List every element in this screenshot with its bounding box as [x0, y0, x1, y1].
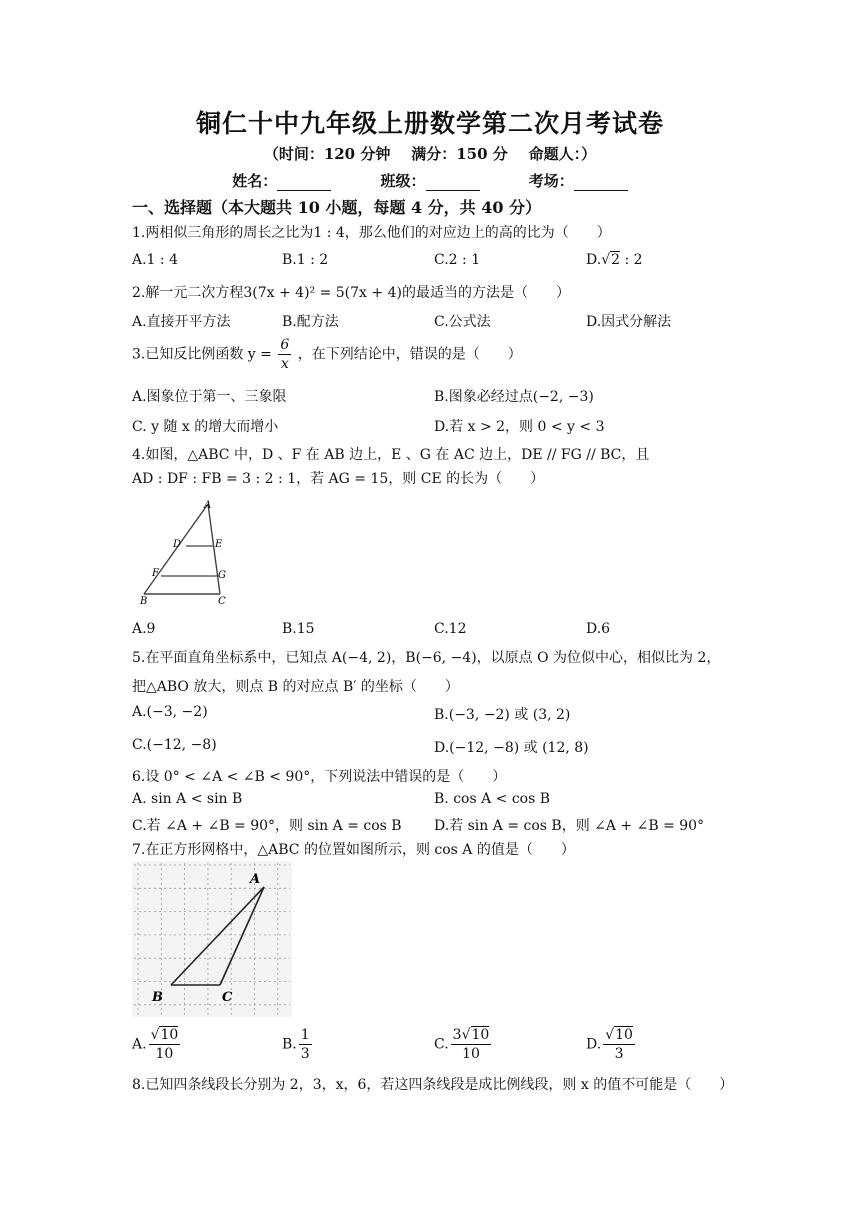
q5-option-c: C.(−12, −8) [132, 737, 217, 753]
q7-option-a [132, 1026, 182, 1063]
q4-label-d: D [173, 539, 182, 550]
q1-option-c: C.2 : 1 [434, 252, 481, 268]
q2-option-d: D.因式分解法 [586, 314, 672, 330]
q2-option-b: B.配方法 [282, 314, 339, 330]
q4-option-a: A.9 [132, 621, 156, 637]
q2-option-c: C.公式法 [434, 314, 491, 330]
room-blank[interactable] [574, 174, 628, 191]
q3-num: 6 [280, 337, 290, 353]
q7-d-den: 3 [614, 1046, 624, 1062]
q7-d-fraction: $\frac{√10}{3}$ [605, 1027, 633, 1062]
exam-title: 铜仁十中九年级上册数学第二次月考试卷 [195, 109, 664, 138]
question-2: 2.解一元二次方程3(7x + 4)² = 5(7x + 4)的最适当的方法是（ ） [132, 285, 570, 301]
q6-option-d: D.若 sin A = cos B，则 ∠A + ∠B = 90° [434, 818, 705, 834]
q1-option-a: A.1 : 4 [132, 252, 178, 268]
student-info-row [0, 170, 860, 191]
q4-label-c: C [218, 596, 226, 607]
q1-d-tail: : 2 [620, 252, 643, 268]
q3-post: ，在下列结论中，错误的是（ ） [297, 346, 522, 363]
q7-c-fraction: $\frac{3√10}{10}$ [452, 1027, 490, 1062]
q7-label-b: B [152, 990, 163, 1005]
q7-a-num: 10 [160, 1027, 179, 1043]
question-4-line-2: AD : DF : FB = 3 : 2 : 1，若 AG = 15，则 CE 的长为（ ） [132, 471, 545, 487]
q4-option-c: C.12 [434, 621, 467, 637]
q3-fraction [278, 336, 291, 373]
question-3 [132, 336, 522, 373]
section-title: 一、选择题（本大题共 10 小题，每题 4 分，共 40 分） [132, 198, 542, 217]
q5-option-d: D.(−12, −8) 或 (12, 8) [434, 740, 589, 756]
q7-c-coef: 3 [452, 1027, 462, 1043]
q7-a-den: 10 [155, 1046, 174, 1062]
question-4-line-1: 4.如图，△ABC 中，D 、F 在 AB 边上，E 、G 在 AC 边上，DE // FG // BC，且 [132, 447, 650, 463]
name-label: 姓名： [232, 172, 278, 190]
q7-d-num: 10 [615, 1027, 633, 1043]
q5-option-a: A.(−3, −2) [132, 704, 208, 720]
q3-option-d: D.若 x > 2，则 0 < y < 3 [434, 419, 605, 435]
q4-triangle-figure [136, 498, 236, 608]
room-label: 考场： [528, 172, 574, 190]
q7-option-d [586, 1026, 637, 1063]
q1-d-prefix: D. [586, 252, 602, 268]
question-6: 6.设 0° < ∠A < ∠B < 90°，下列说法中错误的是（ ） [132, 769, 507, 785]
q1-option-b: B.1 : 2 [282, 252, 329, 268]
q1-d-radicand: 2 [611, 252, 621, 268]
q5-option-b: B.(−3, −2) 或 (3, 2) [434, 707, 571, 723]
exam-subtitle: （时间：120 分钟 满分：150 分 命题人：） [263, 145, 597, 163]
question-5-line-1: 5.在平面直角坐标系中，已知点 A(−4, 2)，B(−6, −4)，以原点 O 为位似中心，相似比为 2， [132, 650, 721, 666]
q7-b-den: 3 [300, 1046, 310, 1062]
class-blank[interactable] [426, 174, 480, 191]
q7-label-a: A [250, 872, 261, 887]
q7-c-den: 10 [462, 1046, 480, 1062]
q7-grid-figure [132, 861, 292, 1017]
q7-option-b [282, 1026, 314, 1063]
name-blank[interactable] [277, 174, 331, 191]
q1-option-d: D.√2 : 2 [586, 252, 643, 268]
q7-b-prefix: B. [282, 1036, 297, 1053]
q7-a-prefix: A. [132, 1036, 147, 1053]
q7-b-fraction [299, 1026, 312, 1063]
q2-option-a: A.直接开平方法 [132, 314, 231, 330]
q3-den: x [280, 356, 289, 372]
q6-option-b: B. cos A < cos B [434, 791, 551, 807]
q6-option-a: A. sin A < sin B [132, 791, 243, 807]
q4-option-b: B.15 [282, 621, 315, 637]
q7-b-num: 1 [300, 1027, 310, 1043]
q4-label-a: A [204, 500, 212, 511]
q4-label-b: B [140, 596, 148, 607]
q6-option-c: C.若 ∠A + ∠B = 90°，则 sin A = cos B [132, 818, 402, 834]
q4-label-e: E [215, 539, 223, 550]
q3-option-c: C. y 随 x 的增大而增小 [132, 419, 279, 435]
question-8: 8.已知四条线段长分别为 2，3，x，6，若这四条线段是成比例线段，则 x 的值不可能是（ ） [132, 1077, 734, 1093]
q4-label-g: G [218, 570, 226, 581]
q3-option-a: A.图象位于第一、三象限 [132, 389, 287, 405]
q7-option-c [434, 1026, 493, 1063]
q7-c-prefix: C. [434, 1036, 449, 1053]
q4-label-f: F [152, 568, 159, 579]
q7-c-num: 10 [471, 1027, 490, 1043]
q7-a-fraction: $\frac{√10}{10}$ [150, 1027, 179, 1062]
q3-pre: 3.已知反比例函数 y = [132, 346, 272, 363]
question-1: 1.两相似三角形的周长之比为1 : 4，那么他们的对应边上的高的比为（ ） [132, 225, 611, 241]
question-5-line-2: 把△ABO 放大，则点 B 的对应点 B′ 的坐标（ ） [132, 679, 459, 695]
q4-option-d: D.6 [586, 621, 611, 637]
question-7: 7.在正方形网格中，△ABC 的位置如图所示，则 cos A 的值是（ ） [132, 842, 575, 858]
q7-d-prefix: D. [586, 1036, 602, 1053]
q7-label-c: C [222, 990, 233, 1005]
class-label: 班级： [380, 172, 426, 190]
q3-option-b: B.图象必经过点(−2, −3) [434, 389, 594, 405]
